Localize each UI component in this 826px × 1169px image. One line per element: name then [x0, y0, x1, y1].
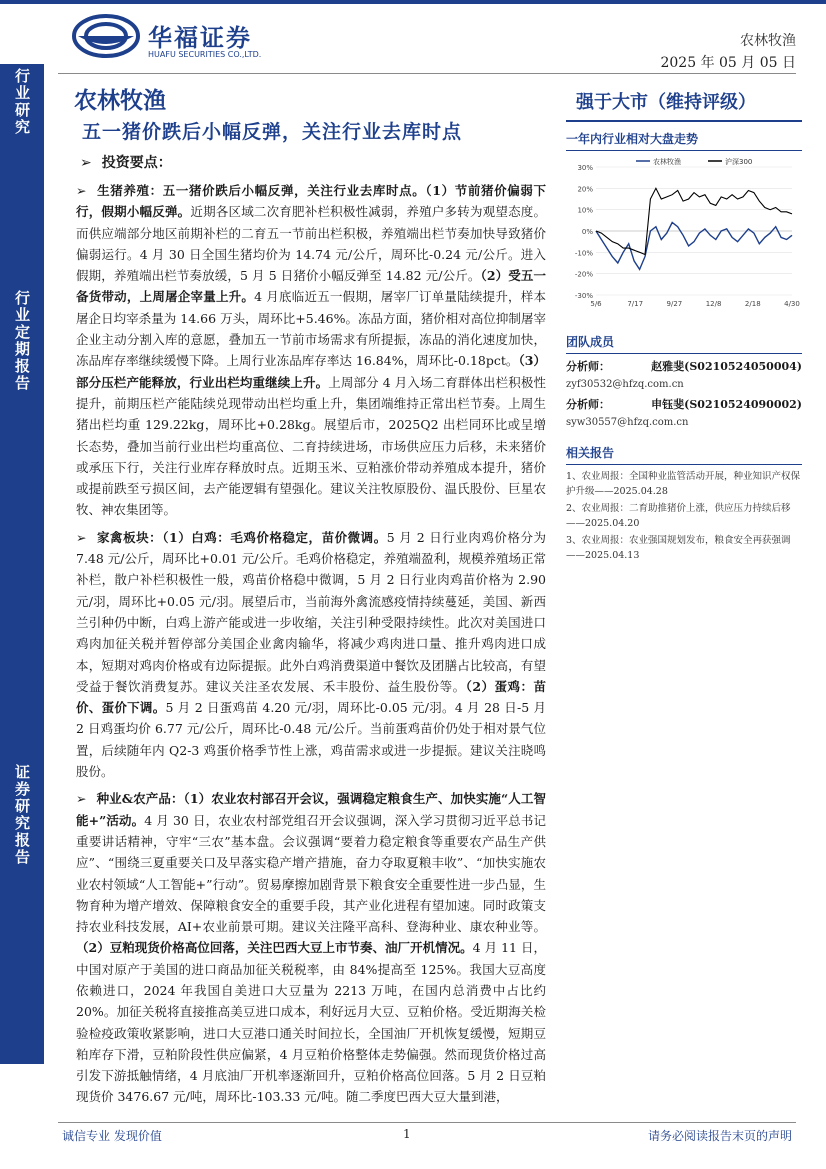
related-reports-title: 相关报告 [566, 444, 802, 465]
chart-x-tick-label: 4/30 [784, 300, 800, 308]
huafu-logo-icon [72, 14, 140, 58]
chart-y-tick-label: 20% [577, 185, 593, 194]
sector-title: 农林牧渔 [74, 87, 166, 114]
hog-heading-2: （2）受五一备货带动，上周屠企宰量上升。 [76, 268, 546, 305]
related-report-1[interactable]: 1、农业周报：全国种业监管活动开展，种业知识产权保护升级——2025.04.28 [566, 471, 801, 497]
poultry-heading: 家禽板块：（1）白鸡：毛鸡价格稳定，苗价微调。 [96, 529, 387, 545]
chart-section-title: 一年内行业相对大盘走势 [566, 130, 802, 151]
header-date: 2025 年 05 月 05 日 [660, 55, 796, 71]
footer-slogan: 诚信专业 发现价值 [62, 1129, 162, 1143]
hog-text-1: 近期各区域二次育肥补栏积极性减弱，养殖户多转为观望态度。而供应端部分地区前期补栏的二育五一节前出栏积极，养殖端出栏节奏加快导致猪价偏弱运行。4 月 30 日全国生猪均价为 14.74 元/公斤，周环比-0.24 元/公斤。进入假期，养殖端出栏节奏放缓，5 月 5 日猪价小幅反弹至 14.82 元/公斤。 [76, 204, 546, 284]
team-section-title: 团队成员 [566, 333, 802, 354]
chart-y-tick-label: 0% [581, 228, 593, 236]
analyst-2-email[interactable]: syw30557@hfzq.com.cn [566, 417, 689, 428]
top-band [0, 0, 826, 4]
hog-heading-3: （3）部分压栏产能释放，行业出栏均重继续上升。 [76, 353, 546, 390]
report-title: 五一猪价跌后小幅反弹，关注行业去库时点 [82, 121, 463, 143]
arrow-bullet-icon: ➢ [80, 155, 92, 171]
seeds-text-1: 4 月 30 日，农业农村部党组召开会议强调，深入学习贯彻习近平总书记重要讲话精神，守牢“三农”基本盘。会议强调“要着力稳定粮食等重要农产品生产供应”、“围绕三夏重要关口及早落实稳产增产措施，奋力夺取夏粮丰收”、“加快实施农业农村领域“人工智能+”行动”。贸易摩擦加剧背景下粮食安全重要性进一步凸显，生物育种为增产增效、保障粮食安全的重要手段，其产业化进程有望加速。同时政策支持农业科技发展，AI+农业前景可期。建议关注隆平高科、登海种业、康农种业等。 [76, 812, 546, 935]
investment-points-label: 投资要点： [101, 155, 172, 171]
arrow-bullet-icon: ➢ [76, 791, 87, 807]
chart-svg [566, 155, 802, 325]
sidebar-label-securities: 证券研究报告 [13, 764, 31, 866]
sidebar [0, 64, 44, 1064]
chart-legend-label: 农林牧渔 [653, 158, 681, 166]
analyst-2 [566, 396, 802, 432]
analyst-1-role: 分析师： [566, 360, 610, 373]
footer-disclaimer: 请务必阅读报告末页的声明 [647, 1129, 792, 1143]
rating: 强于大市（维持评级） [566, 84, 802, 122]
related-report-2[interactable]: 2、农业周报：二育助推猪价上涨，供应压力持续后移——2025.04.20 [566, 503, 791, 529]
right-column [566, 84, 802, 565]
chart-y-tick-label: -10% [574, 249, 593, 258]
chart-series-line [596, 188, 792, 254]
related-report-3[interactable]: 3、农业周报：农业强国规划发布，粮食安全再获强调——2025.04.13 [566, 535, 791, 561]
page-number: 1 [403, 1127, 411, 1141]
analyst-1-email[interactable]: zyf30532@hfzq.com.cn [566, 379, 684, 390]
body-text [76, 180, 546, 1114]
chart-y-tick-label: 10% [577, 206, 593, 215]
related-reports-list [566, 469, 802, 563]
brand-name: 华福证券 [148, 24, 252, 52]
sidebar-label-periodic: 行业定期报告 [13, 290, 31, 392]
chart-series-line [596, 223, 792, 270]
relative-performance-chart [566, 155, 802, 325]
arrow-bullet-icon: ➢ [76, 183, 87, 198]
seeds-text-2: 4 月 11 日，中国对原产于美国的进口商品加征关税税率，由 84%提高至 125%。我国大豆高度依赖进口，2024 年我国自美进口大豆量为 2213 万吨，在国内总消费中占比约 20%。加征关税将直接推高美豆进口成本，利好远月大豆、豆粕价格。受近期海关检验检疫政策收紧影响，进口大豆港口通关时间拉长，全国油厂开机恢复缓慢，短期豆粕库存下滑，豆粕阶段性供应偏紧，4 月豆粕价格整体走势偏强。然而现货价格过高引发下游抵触情绪，4 月底油厂开机率逐渐回升，豆粕价格高位回落。5 月 2 日豆粕现货价 3476.67 元/吨，周环比-103.33 元/吨。随二季度巴西大豆大量到港， [76, 940, 547, 1105]
analyst-1-name: 赵雅斐(S0210524050004) [651, 360, 802, 373]
analyst-2-name: 申钰斐(S0210524090002) [651, 398, 802, 411]
arrow-bullet-icon: ➢ [76, 529, 87, 545]
analyst-2-row [566, 396, 802, 414]
chart-y-tick-label: 30% [577, 164, 593, 172]
chart-x-tick-label: 9/27 [666, 300, 683, 308]
paragraph-seeds [76, 788, 546, 1107]
analyst-1-row [566, 358, 802, 376]
footer-divider [58, 1122, 796, 1123]
poultry-heading-2: （2）蛋鸡：苗价、蛋价下调。 [76, 678, 546, 716]
chart-x-tick-label: 5/6 [590, 300, 602, 308]
hog-text-3: 上周部分 4 月入场二育群体出栏积极性提升，前期压栏产能陆续兑现带动出栏均重上升，集团端维持正常出栏节奏。上周生猪出栏均重 129.22kg，周环比+0.28kg。展望后市，2025Q2 出栏同环比或呈增长态势，叠加当前行业出栏均重高位、二育持续进场，市场供应压力后移，未来猪价或承压下行，关注行业库存释放时点。近期玉米、豆粕涨价带动养殖成本提升，猪价或提前跌至亏损区间，去产能逻辑有望强化。建议关注牧原股份、温氏股份、巨星农牧、神农集团等。 [76, 374, 546, 518]
paragraph-poultry [76, 527, 546, 783]
poultry-text-2: 5 月 2 日蛋鸡苗 4.20 元/羽，周环比-0.05 元/羽。4 月 28 日-5 月 2 日鸡蛋均价 6.77 元/公斤，周环比-0.48 元/公斤。当前蛋鸡苗价仍处于相对景气位置，后续随年内 Q2-3 鸡蛋价格季节性上涨，鸡苗需求或进一步提振。建议关注晓鸣股份。 [76, 700, 546, 780]
header-industry: 农林牧渔 [740, 33, 796, 49]
chart-x-tick-label: 7/17 [627, 300, 644, 308]
sidebar-label-research: 行业研究 [13, 68, 31, 136]
chart-x-tick-label: 2/18 [744, 300, 761, 308]
hog-heading: 生猪养殖：五一猪价跌后小幅反弹，关注行业去库时点。（1）节前猪价偏弱下行，假期小幅反弹。 [76, 183, 546, 220]
header-divider [58, 73, 796, 74]
investment-points-heading [80, 152, 172, 172]
brand-logo [72, 14, 292, 64]
seeds-heading: 种业&农产品：（1）农业农村部召开会议，强调稳定粮食生产、加快实施“人工智能+”活动。 [76, 791, 546, 828]
hog-text-2: 4 月底临近五一假期，屠宰厂订单量陆续提升，样本屠企日均宰杀量为 14.66 万头，周环比+5.46%。冻品方面，猪价相对高位抑制屠宰企业主动分割入库的意愿，叠加五一节前市场需求有所提振，冻品的消化速度加快，冻品库存率继续缓慢下降。上周行业冻品库存率达 16.84%，周环比-0.18pct。 [76, 289, 546, 369]
poultry-text-1: 5 月 2 日行业肉鸡价格分为 7.48 元/公斤，周环比+0.01 元/公斤。毛鸡价格稳定，养殖端盈利，规模养殖场正常补栏，散户补栏积极性一般，鸡苗价格稳中微调，5 月 2 日行业肉鸡苗价格为 2.90 元/羽，周环比+0.05 元/羽。展望后市，当前海外禽流感疫情持续蔓延，美国、新西兰引种仍中断，白鸡上游产能或进一步收缩，关注引种受限持续性。此次对美国进口鸡肉加征关税并暂停部分美国企业禽肉输华，将减少鸡肉进口量、推升鸡肉进口成本，短期对鸡肉价格或有边际提振。此外白鸡消费渠道中餐饮及团膳占比较高，有望受益于餐饮消费复苏。建议关注圣农发展、禾丰股份、益生股份等。 [76, 529, 547, 694]
chart-y-tick-label: -30% [574, 292, 593, 300]
paragraph-hog [76, 180, 546, 521]
chart-x-tick-label: 12/8 [705, 300, 722, 308]
analyst-2-role: 分析师： [566, 398, 610, 411]
chart-y-tick-label: -20% [574, 270, 593, 279]
chart-legend-label: 沪深300 [725, 158, 753, 166]
brand-sub: HUAFU SECURITIES CO.,LTD. [148, 50, 262, 59]
analyst-1 [566, 358, 802, 394]
seeds-heading-2: （2）豆粕现货价格高位回落，关注巴西大豆上市节奏、油厂开机情况。 [76, 940, 473, 956]
